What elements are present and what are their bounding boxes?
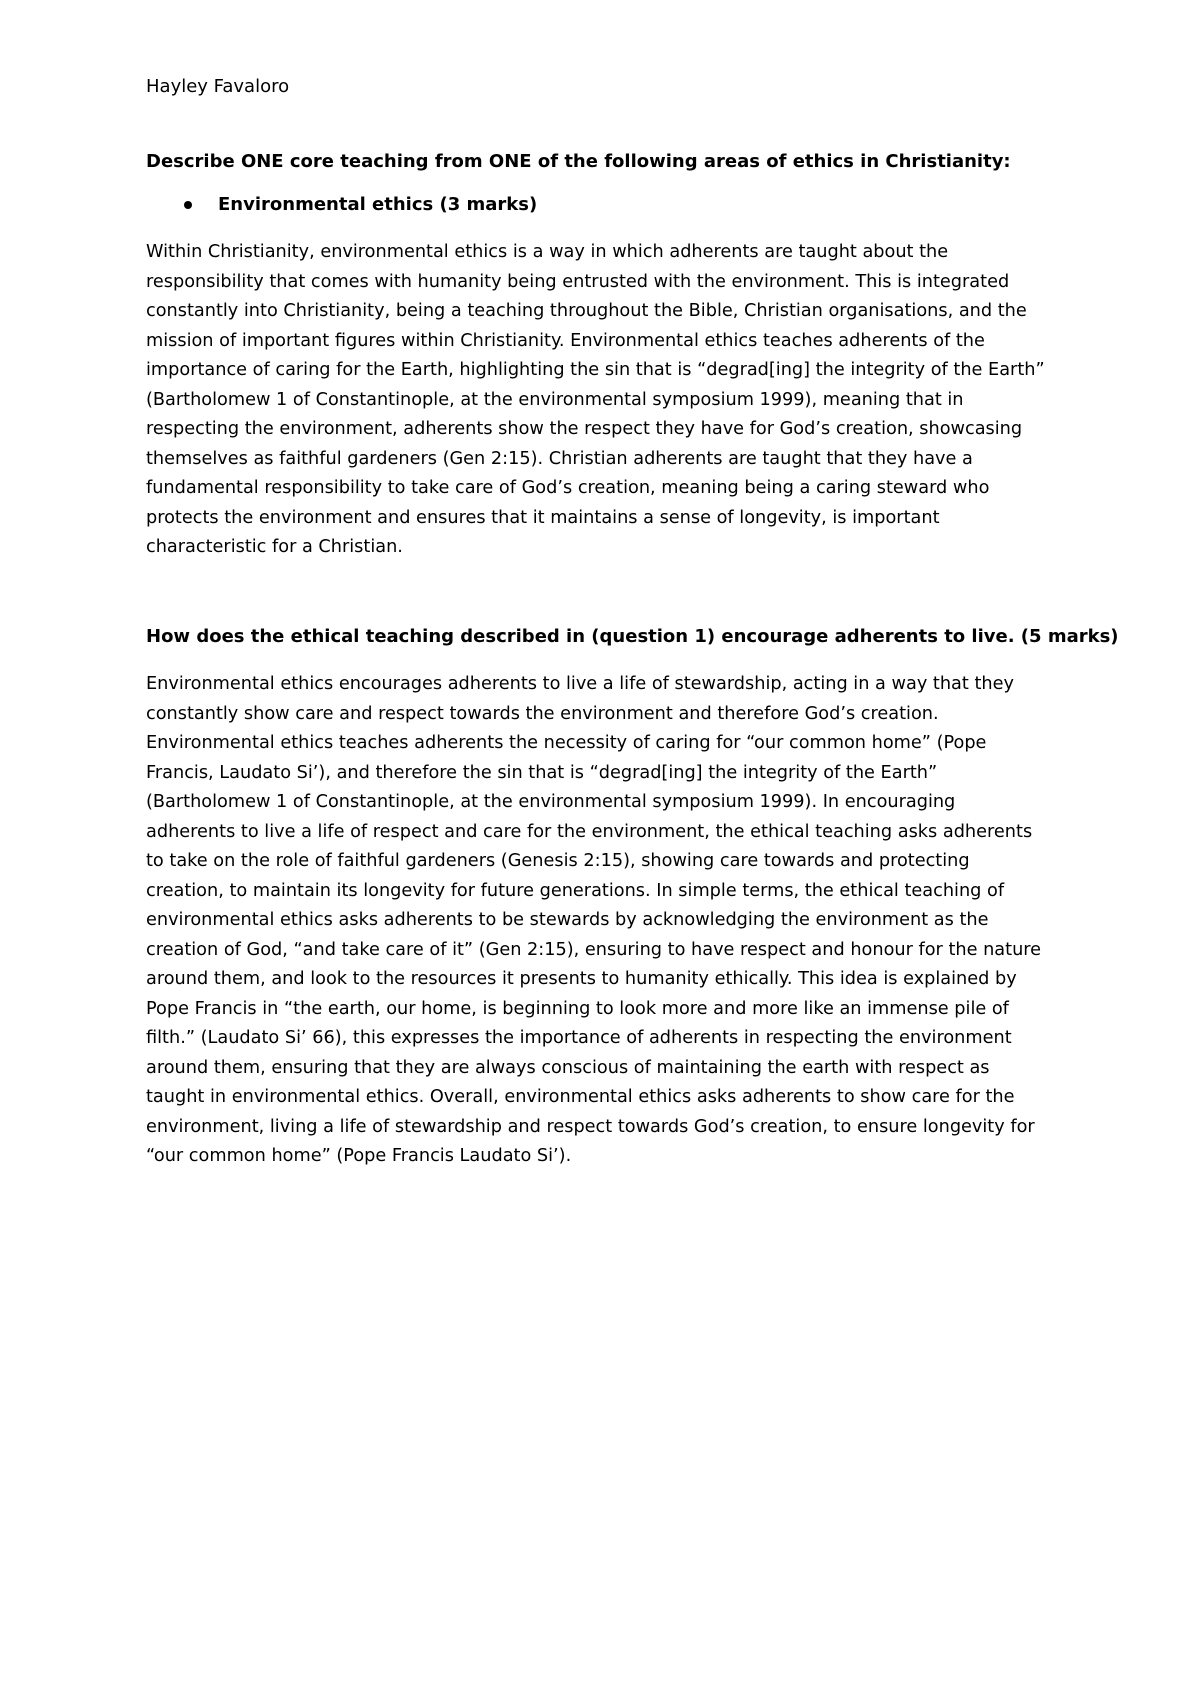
text-line: respecting the environment, adherents show the respect they have for God’s creation, showcasing (146, 419, 1023, 439)
bullet-icon (184, 201, 192, 209)
text-line: environmental ethics asks adherents to be stewards by acknowledging the environment as the (146, 910, 989, 930)
text-line: Within Christianity, environmental ethics is a way in which adherents are taught about the (146, 242, 949, 262)
text-line: (Bartholomew 1 of Constantinople, at the environmental symposium 1999), meaning that in (146, 389, 964, 410)
text-line: themselves as faithful gardeners (Gen 2:15). Christian adherents are taught that they have a (146, 448, 973, 469)
text-line: environment, living a life of stewardship and respect towards God’s creation, to ensure longevity for (146, 1116, 1035, 1137)
question-1-heading: Describe ONE core teaching from ONE of the following areas of ethics in Christianity: (146, 151, 1011, 172)
text-line: protects the environment and ensures that it maintains a sense of longevity, is important (146, 507, 940, 528)
text-line: to take on the role of faithful gardeners (Genesis 2:15), showing care towards and protecting (146, 851, 970, 871)
text-line: Environmental ethics encourages adherents to live a life of stewardship, acting in a way that they (146, 674, 1014, 694)
text-line: mission of important figures within Christianity. Environmental ethics teaches adherents of the (146, 330, 985, 351)
text-line: importance of caring for the Earth, highlighting the sin that is “degrad[ing] the integrity of the Earth” (146, 360, 1045, 380)
text-line: Pope Francis in “the earth, our home, is beginning to look more and more like an immense pile of (146, 998, 1009, 1019)
text-line: “our common home” (Pope Francis Laudato Si’). (146, 1146, 572, 1166)
text-line: adherents to live a life of respect and care for the environment, the ethical teaching asks adherents (146, 821, 1033, 842)
text-line: around them, and look to the resources it presents to humanity ethically. This idea is explained by (146, 969, 1017, 989)
question-2-heading: How does the ethical teaching described in (question 1) encourage adherents to live. (5 marks) (146, 626, 1119, 647)
answer-2-paragraph (146, 670, 1066, 1172)
author-name: Hayley Favaloro (146, 76, 290, 97)
text-line: creation of God, “and take care of it” (Gen 2:15), ensuring to have respect and honour for the nature (146, 939, 1042, 960)
text-line: responsibility that comes with humanity being entrusted with the environment. This is integrated (146, 271, 1010, 292)
text-line: Francis, Laudato Si’), and therefore the sin that is “degrad[ing] the integrity of the Earth” (146, 762, 938, 783)
text-line: constantly show care and respect towards the environment and therefore God’s creation. (146, 703, 939, 724)
answer-1-paragraph (146, 238, 1066, 563)
text-line: fundamental responsibility to take care of God’s creation, meaning being a caring steward who (146, 478, 990, 498)
text-line: characteristic for a Christian. (146, 537, 403, 557)
text-line: taught in environmental ethics. Overall, environmental ethics asks adherents to show care for the (146, 1087, 1015, 1107)
text-line: creation, to maintain its longevity for future generations. In simple terms, the ethical teaching of (146, 880, 1005, 901)
text-line: around them, ensuring that they are always conscious of maintaining the earth with respect as (146, 1057, 990, 1078)
text-line: filth.” (Laudato Si’ 66), this expresses the importance of adherents in respecting the environment (146, 1028, 1012, 1048)
text-line: (Bartholomew 1 of Constantinople, at the environmental symposium 1999). In encouraging (146, 792, 956, 812)
bullet-label: Environmental ethics (3 marks) (218, 194, 538, 215)
text-line: Environmental ethics teaches adherents the necessity of caring for “our common home” (Pope (146, 733, 987, 753)
text-line: constantly into Christianity, being a teaching throughout the Bible, Christian organisations, and the (146, 301, 1027, 321)
